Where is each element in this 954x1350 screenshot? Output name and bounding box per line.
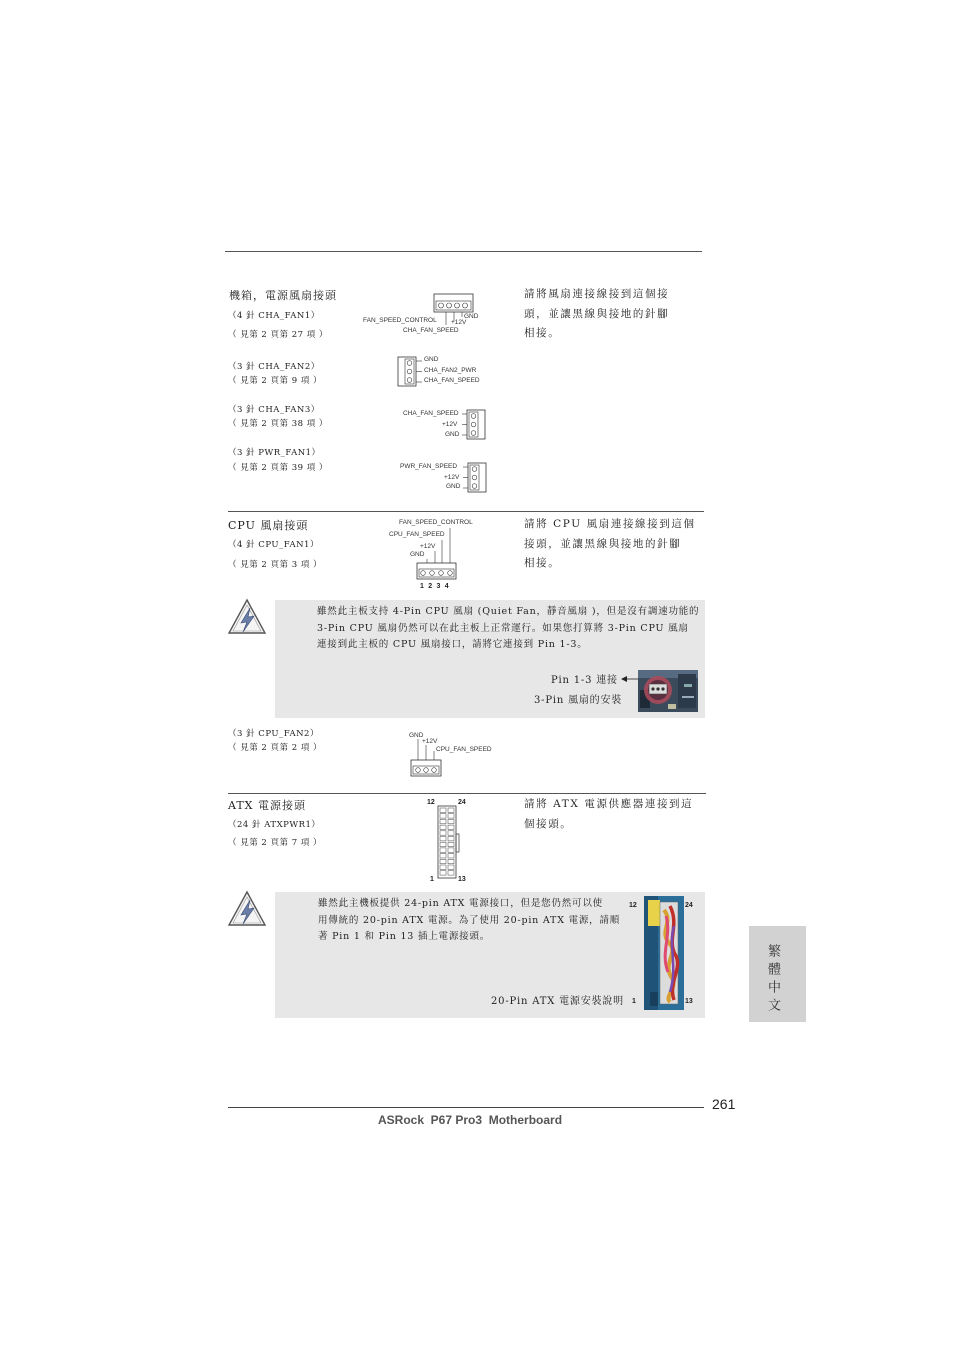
cha-fan1-speed-label: CHA_FAN_SPEED <box>403 327 459 334</box>
atx-pin-cell <box>448 871 454 875</box>
atx-desc-line1: 請將 ATX 電源供應器連接到這 <box>524 798 694 810</box>
pwr-fan1-12v-label: +12V <box>444 474 460 481</box>
cha-fan2-connector-diagram <box>397 356 419 388</box>
cpu-fan1-speed-control-label: FAN_SPEED_CONTROL <box>399 519 473 526</box>
atx-pin-cell <box>448 819 454 823</box>
language-side-tab <box>749 926 806 1022</box>
cpu-fan-description <box>524 515 709 574</box>
atx-pin-cell <box>448 865 454 869</box>
warning-icon <box>226 889 268 929</box>
atx-ref: （ 見第 2 頁第 7 項 ） <box>228 838 323 848</box>
atx-pin-cell <box>440 871 446 875</box>
cha-fan2-gnd-label: GND <box>424 356 439 363</box>
atx-pin-cell <box>448 831 454 835</box>
pwr-fan1-gnd-label: GND <box>446 483 461 490</box>
cha-fan3-gnd-label: GND <box>445 431 460 438</box>
atx-20pin-caption: 20-Pin ATX 電源安裝說明 <box>491 996 624 1007</box>
atx-title: ATX 電源接頭 <box>228 799 307 812</box>
cpu-fan-note-line2: 3-Pin CPU 風扇仍然可以在此主板上正常運行。如果您打算將 3-Pin CPU 風扇 <box>317 622 689 634</box>
atx-pin-cell <box>440 837 446 841</box>
cpu-fan-rule <box>228 511 704 512</box>
atx-pin-cell <box>448 854 454 858</box>
cpu-fan-note-line3: 連接到此主板的 CPU 風扇接口，請將它連接到 Pin 1-3。 <box>317 639 588 650</box>
atx-24pin-connector-diagram <box>437 806 461 880</box>
atx-note-text <box>318 896 628 946</box>
cha-fan-desc-line1: 請將風扇連接線接到這個接 <box>524 288 670 300</box>
cpu-fan-note-line1: 雖然此主板支持 4-Pin CPU 風扇 (Quiet Fan，靜音風扇 )，但是沒有調速功能的 <box>317 606 700 617</box>
atx-pin1-label: 1 <box>430 876 434 883</box>
cha-fan-description <box>524 285 704 344</box>
atx-pin-cell <box>448 814 454 818</box>
cpu-fan1-ref: （ 見第 2 頁第 3 項 ） <box>228 560 323 570</box>
atx-pin-cell <box>440 808 446 812</box>
atx-pin-cell <box>440 825 446 829</box>
cha-fan-title: 機箱，電源風扇接頭 <box>229 289 337 302</box>
pwr-fan1-pins: （3 針 PWR_FAN1） <box>228 448 321 458</box>
cha-fan2-pwr-label: CHA_FAN2_PWR <box>424 367 477 374</box>
cha-fan2-pins: （3 針 CHA_FAN2） <box>228 362 320 372</box>
cpu-fan-desc-line1: 請將 CPU 風扇連接線接到這個 <box>524 518 696 530</box>
atx-description <box>524 795 709 834</box>
atx-photo-pin12-label: 12 <box>629 902 637 909</box>
arrow-left-icon <box>620 675 640 683</box>
atx-pins: （24 針 ATXPWR1） <box>228 820 321 830</box>
cpu-fan1-pin-numbers: 1 2 3 4 <box>420 583 450 590</box>
atx-pin-cell <box>440 831 446 835</box>
cpu-fan2-connector-diagram <box>410 739 444 779</box>
cha-fan1-connector-diagram <box>433 293 475 315</box>
pwr-fan1-connector-diagram <box>467 462 489 494</box>
warning-icon <box>226 597 268 637</box>
cha-fan3-connector-diagram <box>466 409 488 441</box>
footer-product-name: ASRock P67 Pro3 Motherboard <box>378 1113 563 1127</box>
cha-fan2-ref: （ 見第 2 頁第 9 項 ） <box>228 376 323 386</box>
atx-pin-cell <box>448 825 454 829</box>
pin-1-3-label: Pin 1-3 連接 <box>551 675 618 686</box>
page-number: 261 <box>712 1096 736 1112</box>
atx-note-line1: 雖然此主機板提供 24-pin ATX 電源接口，但是您仍然可以使 <box>318 898 603 909</box>
atx-photo-pin1-label: 1 <box>632 998 636 1005</box>
cpu-fan-install-photo <box>638 670 698 712</box>
cpu-fan2-gnd-label: GND <box>409 732 424 739</box>
atx-rule <box>228 793 706 794</box>
atx-photo-pin24-label: 24 <box>685 902 693 909</box>
cpu-fan2-12v-label: +12V <box>422 738 438 745</box>
cha-fan3-pins: （3 針 CHA_FAN3） <box>228 405 320 415</box>
atx-pin-cell <box>440 848 446 852</box>
cpu-fan-note-text <box>317 604 707 654</box>
cha-fan1-pins: （4 針 CHA_FAN1） <box>228 311 320 321</box>
atx-pin-cell <box>440 865 446 869</box>
atx-pin-cell <box>448 848 454 852</box>
cha-fan1-speed-control-label: FAN_SPEED_CONTROL <box>363 317 437 324</box>
three-pin-install-label: 3-Pin 風扇的安裝 <box>534 695 623 706</box>
atx-note-line3: 著 Pin 1 和 Pin 13 插上電源接頭。 <box>318 931 491 942</box>
cpu-fan2-ref: （ 見第 2 頁第 2 項 ） <box>228 743 323 753</box>
atx-desc-line2: 個接頭。 <box>524 817 573 830</box>
cha-fan-desc-line2: 頭，並讓黑線與接地的針腳 <box>524 307 670 320</box>
cpu-fan-desc-line3: 相接。 <box>524 557 561 569</box>
atx-pin-cell <box>448 859 454 863</box>
cha-fan3-12v-label: +12V <box>442 421 458 428</box>
atx-pin-cell <box>440 819 446 823</box>
atx-pin24-label: 24 <box>458 799 466 806</box>
pwr-fan1-speed-label: PWR_FAN_SPEED <box>400 463 458 470</box>
top-rule <box>225 251 702 252</box>
cpu-fan-desc-line2: 接頭，並讓黑線與接地的針腳 <box>524 537 682 550</box>
cha-fan3-ref: （ 見第 2 頁第 38 項 ） <box>228 419 328 429</box>
cha-fan-desc-line3: 相接。 <box>524 327 561 339</box>
cpu-fan1-pins: （4 針 CPU_FAN1） <box>228 540 319 550</box>
atx-photo-pin13-label: 13 <box>685 998 693 1005</box>
cha-fan3-speed-label: CHA_FAN_SPEED <box>403 410 459 417</box>
cha-fan1-12v-label: +12V <box>451 319 467 326</box>
atx-pin-cell <box>440 854 446 858</box>
cpu-fan2-pins: （3 針 CPU_FAN2） <box>228 729 319 739</box>
cha-fan2-speed-label: CHA_FAN_SPEED <box>424 377 480 384</box>
cha-fan1-ref: （ 見第 2 頁第 27 項 ） <box>228 330 328 340</box>
atx-pin-cell <box>448 837 454 841</box>
pwr-fan1-ref: （ 見第 2 頁第 39 項 ） <box>228 463 328 473</box>
atx-pin-cell <box>440 842 446 846</box>
footer-rule <box>228 1107 704 1108</box>
atx-pin-cell <box>440 814 446 818</box>
atx-pin-cell <box>440 859 446 863</box>
atx-pin12-label: 12 <box>427 799 435 806</box>
language-side-tab-label: 繁體中文 <box>765 944 780 1016</box>
cpu-fan2-speed-label: CPU_FAN_SPEED <box>436 746 492 753</box>
cpu-fan-title: CPU 風扇接頭 <box>228 519 309 532</box>
atx-pin-cell <box>448 808 454 812</box>
cpu-fan1-gnd-label: GND <box>410 551 425 558</box>
atx-note-line2: 用傳統的 20-pin ATX 電源。為了使用 20-pin ATX 電源，請順 <box>318 914 621 926</box>
cpu-fan1-12v-label: +12V <box>420 543 436 550</box>
cpu-fan1-speed-label: CPU_FAN_SPEED <box>389 531 445 538</box>
atx-pin13-label: 13 <box>458 876 466 883</box>
atx-20pin-install-photo <box>644 896 684 1010</box>
atx-pin-cell <box>448 842 454 846</box>
cha-fan1-gnd-label: GND <box>464 313 479 320</box>
